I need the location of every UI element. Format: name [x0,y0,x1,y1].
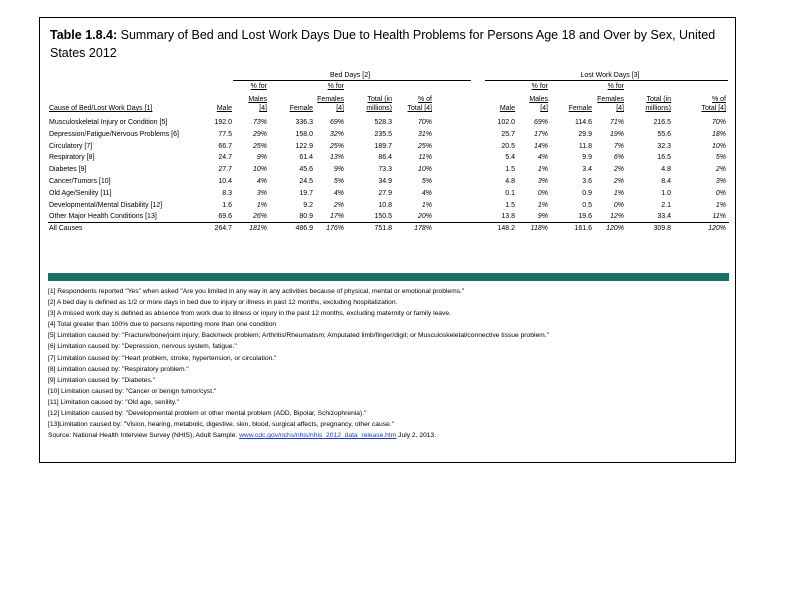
cause-column-header: Cause of Bed/Lost Work Days [1] [49,105,153,112]
row-label: Circulatory [7] [49,143,93,150]
footnote-list [48,286,732,430]
bed-pct-total-header: Total [4] [407,105,432,112]
footnote-item: [5] Limitation caused by: "Fracture/bone/joint injury; Back/neck problem; Arthritis/Rheumatism; Amputated limb/finger/digit; or Musculoskeletal/connective tissue problem." [48,332,549,340]
lost-work-days-cell: 19.6 [578,213,592,220]
bed-days-cell: 9.2 [303,202,313,209]
lost-work-days-cell: 19% [609,131,624,138]
footnote-item: [9] Limitation caused by: "Diabetes." [48,376,155,384]
bed-days-cell: 5% [421,178,432,185]
footnote-item: [6] Limitation caused by: "Depression, nervous system, fatigue." [48,343,237,351]
lost-work-days-cell: 102.0 [497,119,515,126]
lost-pct-males-header: % for [531,83,548,90]
bed-days-cell: 4% [421,190,432,197]
bed-days-cell: 10.8 [378,202,392,209]
bed-days-cell: 751.8 [374,225,392,232]
bed-days-cell: 176% [326,225,344,232]
lost-pct-females-header: Females [597,96,624,103]
lost-pct-total-header: % of [711,96,726,103]
bed-days-cell: 528.3 [374,119,392,126]
lost-pct-females-header: [4] [616,105,624,112]
lost-work-days-cell: 1.0 [661,190,671,197]
footnote-item: [2] A bed day is defined as 1/2 or more days in bed due to injury or illness in past 12 months, excluding hospitalization. [48,299,398,307]
bed-days-cell: 336.3 [295,119,313,126]
lost-work-days-cell: 3.6 [582,178,592,185]
source-prefix: Source: National Health Interview Survey (NHIS), Adult Sample. [48,432,240,440]
bed-male-header: Male [216,105,232,112]
bed-pct-females-header: [4] [336,105,344,112]
row-label: Diabetes [9] [49,166,87,173]
bed-total-header: millions) [366,105,392,112]
footnote-item: [11] Limitation caused by: "Old age, senility." [48,398,179,406]
bed-days-cell: 17% [329,213,344,220]
group-underline-bed-days [233,80,471,81]
lost-work-days-cell: 2% [715,166,726,173]
bed-days-cell: 24.7 [218,154,232,161]
lost-work-days-cell: 29.9 [578,131,592,138]
lost-work-days-cell: 2% [613,178,624,185]
lost-work-days-cell: 1.5 [505,166,515,173]
bed-days-cell: 20% [417,213,432,220]
group-header-bed-days: Bed Days [2] [329,72,371,79]
row-label: Other Major Health Conditions [13] [49,213,157,220]
lost-work-days-cell: 9% [537,213,548,220]
lost-work-days-cell: 18% [711,131,726,138]
lost-work-days-cell: 32.3 [657,143,671,150]
accent-bar [48,273,729,281]
bed-days-cell: 80.9 [299,213,313,220]
lost-work-days-cell: 2% [613,166,624,173]
bed-days-cell: 13% [329,154,344,161]
lost-work-days-cell: 216.5 [653,119,671,126]
bed-days-cell: 4% [333,190,344,197]
bed-days-cell: 73% [252,119,267,126]
bed-days-cell: 25% [329,143,344,150]
lost-work-days-cell: 0% [715,190,726,197]
group-header-lost-work-days: Lost Work Days [3] [580,72,640,79]
table-number: Table 1.8.4: [50,28,118,42]
bed-days-cell: 189.7 [374,143,392,150]
lost-work-days-cell: 309.8 [653,225,671,232]
lost-pct-males-header: [4] [540,105,548,112]
lost-work-days-cell: 11% [712,213,726,220]
bed-days-cell: 26% [252,213,267,220]
bed-pct-total-header: % of [417,96,432,103]
bed-days-cell: 5% [333,178,344,185]
bed-days-cell: 9% [256,154,267,161]
lost-work-days-cell: 7% [613,143,624,150]
table-frame [39,17,736,463]
lost-work-days-cell: 148.2 [497,225,515,232]
bed-pct-females-header: Females [317,96,344,103]
lost-work-days-cell: 118% [530,225,548,232]
lost-work-days-cell: 0.5 [582,202,592,209]
bed-female-header: Female [289,105,313,112]
lost-work-days-cell: 25.7 [501,131,515,138]
lost-work-days-cell: 3% [715,178,726,185]
lost-work-days-cell: 5% [715,154,726,161]
lost-work-days-cell: 1.5 [505,202,515,209]
bed-days-cell: 69.6 [218,213,232,220]
bed-days-cell: 34.9 [378,178,392,185]
lost-work-days-cell: 3% [537,178,548,185]
bed-days-cell: 73.3 [378,166,392,173]
footnote-item: [4] Total greater than 100% due to persons reporting more than one condition [48,321,277,329]
lost-work-days-cell: 114.6 [575,119,592,126]
lost-work-days-cell: 16.5 [657,154,671,161]
bed-days-cell: 66.7 [218,143,232,150]
lost-total-header: millions) [645,105,671,112]
lost-work-days-cell: 4.8 [661,166,671,173]
source-link[interactable]: www.cdc.gov/nchs/nhis/nhis_2012_data_release.htm [239,432,397,440]
bed-days-cell: 29% [252,131,267,138]
lost-work-days-cell: 3.4 [582,166,592,173]
bed-days-cell: 25% [417,143,432,150]
bed-days-cell: 158.0 [295,131,313,138]
bed-pct-females-header: % for [327,83,344,90]
lost-work-days-cell: 161.6 [574,225,592,232]
footnote-item: [7] Limitation caused by: "Heart problem, stroke, hypertension, or circulation." [48,354,277,362]
bed-pct-males-header: [4] [259,105,267,112]
source-line [48,430,732,441]
table-title-text: Summary of Bed and Lost Work Days Due to Health Problems for Persons Age 18 and Over by Sex, United States 2012 [50,28,716,60]
bed-days-cell: 19.7 [299,190,313,197]
lost-work-days-cell: 20.5 [501,143,515,150]
lost-pct-females-header: % for [607,83,624,90]
total-row-rule [48,222,729,223]
lost-work-days-cell: 4.8 [505,178,515,185]
bed-total-header: Total (in [367,96,392,103]
footnote-item: [3] A missed work day is defined as absence from work due to illness or injury in the past 12 months, excluding maternity or family leave. [48,310,451,318]
source-suffix: July 2, 2013. [396,432,437,440]
bed-days-cell: 192.0 [214,119,232,126]
row-label: All Causes [49,225,83,232]
bed-days-cell: 4% [256,178,267,185]
lost-female-header: Female [568,105,592,112]
row-label: Developmental/Mental Disability [12] [49,202,163,209]
bed-days-cell: 3% [256,190,267,197]
bed-days-cell: 486.9 [295,225,313,232]
lost-work-days-cell: 0.9 [582,190,592,197]
lost-work-days-cell: 1% [537,202,548,209]
bed-days-cell: 1% [421,202,432,209]
lost-work-days-cell: 11.8 [578,143,592,150]
lost-work-days-cell: 1% [613,190,624,197]
lost-work-days-cell: 4% [537,154,548,161]
footnote-item: [8] Limitation caused by: "Respiratory problem." [48,365,189,373]
footnote-item: [12] Limitation caused by: "Developmental problem or other mental problem (ADD, Bipolar, Schizophrenia)." [48,410,367,418]
footnote-item: [13]Limitation caused by: "Vision, hearing, metabolic, digestive, skin, blood, surgical affects, pregnancy, other cause." [48,421,395,429]
row-label: Respiratory [8] [49,154,95,161]
footnote-item: [1] Respondents reported "Yes" when asked "Are you limited in any way in any activities because of physical, mental or emotional problems." [48,288,465,295]
lost-work-days-cell: 2.1 [661,202,671,209]
bed-days-cell: 150.5 [374,213,392,220]
lost-work-days-cell: 1% [537,166,548,173]
bed-days-cell: 10% [252,166,267,173]
bed-pct-males-header: % for [250,83,267,90]
bed-days-cell: 1% [256,202,267,209]
lost-work-days-cell: 55.6 [657,131,671,138]
lost-work-days-cell: 13.8 [501,213,515,220]
row-label: Depression/Fatigue/Nervous Problems [6] [49,131,179,138]
row-label: Cancer/Tumors [10] [49,178,111,185]
lost-work-days-cell: 10% [711,143,726,150]
bed-days-cell: 122.9 [295,143,313,150]
lost-male-header: Male [499,105,515,112]
bed-days-cell: 25% [252,143,267,150]
lost-work-days-cell: 5.4 [505,154,515,161]
bed-days-cell: 27.7 [218,166,232,173]
bed-days-cell: 8.3 [222,190,232,197]
bed-days-cell: 9% [333,166,344,173]
lost-pct-total-header: Total [4] [701,105,726,112]
bed-days-cell: 10.4 [218,178,232,185]
lost-work-days-cell: 70% [711,119,726,126]
row-label: Musculoskeletal Injury or Condition [5] [49,119,168,126]
footnote-item: [10] Limitation caused by: "Cancer or benign tumor/cyst." [48,387,217,395]
bed-days-cell: 181% [249,225,267,232]
bed-days-cell: 178% [414,225,432,232]
bed-days-cell: 10% [417,166,432,173]
lost-work-days-cell: 6% [613,154,624,161]
bed-days-cell: 70% [417,119,432,126]
bed-days-cell: 77.5 [218,131,232,138]
lost-work-days-cell: 17% [533,131,548,138]
bed-days-cell: 27.9 [378,190,392,197]
lost-work-days-cell: 0.1 [505,190,515,197]
bed-days-cell: 86.4 [378,154,392,161]
bed-days-cell: 32% [329,131,344,138]
bed-days-cell: 45.6 [299,166,313,173]
lost-work-days-cell: 71% [609,119,624,126]
bed-days-cell: 61.4 [299,154,313,161]
lost-work-days-cell: 0% [613,202,624,209]
lost-work-days-cell: 8.4 [661,178,671,185]
bed-days-cell: 1.6 [222,202,232,209]
bed-days-cell: 2% [333,202,344,209]
lost-work-days-cell: 12% [609,213,624,220]
lost-work-days-cell: 0% [537,190,548,197]
footnotes [48,286,732,441]
row-label: Old Age/Senility [11] [49,190,112,197]
lost-work-days-cell: 33.4 [657,213,671,220]
group-underline-lost-work-days [485,80,728,81]
lost-work-days-cell: 120% [606,225,624,232]
bed-days-cell: 264.7 [214,225,232,232]
lost-total-header: Total (in [646,96,671,103]
bed-days-cell: 24.5 [299,178,313,185]
lost-pct-males-header: Males [529,96,548,103]
bed-days-cell: 235.5 [374,131,392,138]
lost-work-days-cell: 14% [533,143,548,150]
lost-work-days-cell: 120% [708,225,726,232]
bed-days-cell: 11% [418,154,432,161]
lost-work-days-cell: 1% [715,202,726,209]
bed-days-cell: 31% [417,131,432,138]
bed-days-cell: 69% [329,119,344,126]
lost-work-days-cell: 69% [533,119,548,126]
lost-work-days-cell: 9.9 [582,154,592,161]
bed-pct-males-header: Males [248,96,267,103]
